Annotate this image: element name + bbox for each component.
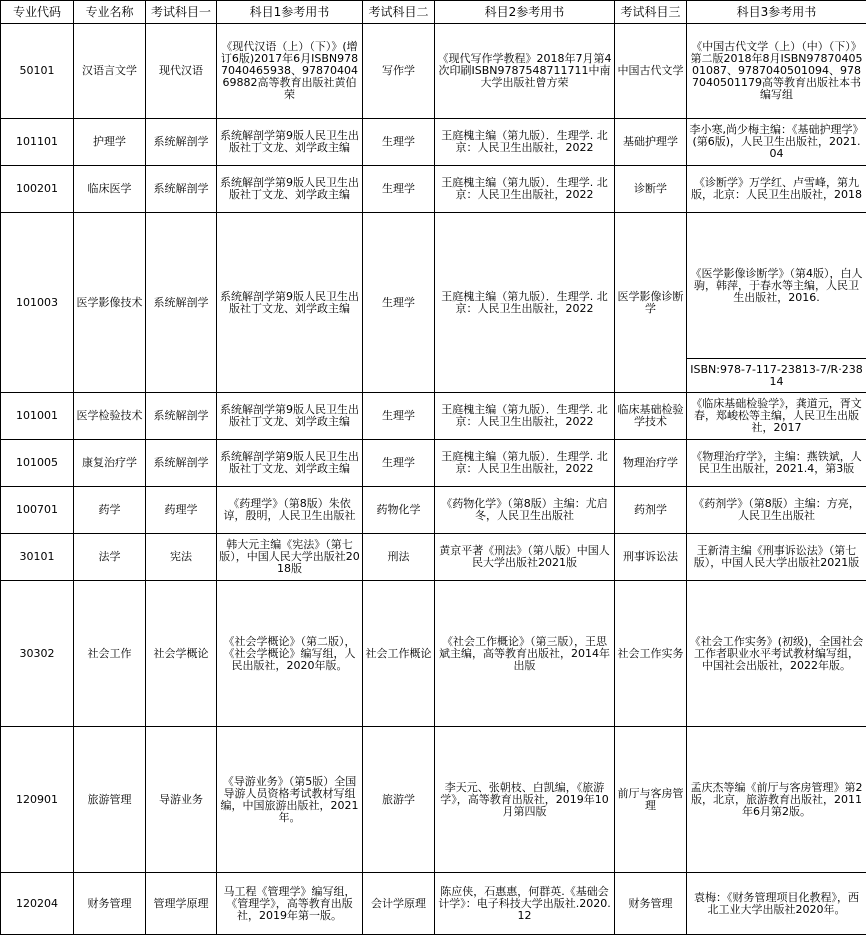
table-row	[1, 393, 866, 440]
cell-book1: 系统解剖学第9版人民卫生出版社丁文龙、刘学政主编	[217, 393, 363, 440]
cell-code: 100701	[1, 487, 74, 534]
header-subject1: 考试科目一	[146, 1, 217, 24]
cell-subject3: 药剂学	[615, 487, 687, 534]
cell-book3: ISBN:978-7-117-23813-7/R·23814	[687, 359, 866, 393]
cell-book2: 《社会工作概论》（第三版），王思斌主编，高等教育出版社，2014年出版	[435, 581, 615, 727]
cell-code: 101005	[1, 440, 74, 487]
cell-book1: 马工程《管理学》编写组，《管理学》，高等教育出版社，2019年第一版。	[217, 873, 363, 935]
cell-subject2: 生理学	[363, 213, 435, 393]
cell-book1: 《导游业务》（第5版）全国导游人员资格考试教材写组编，中国旅游出版社，2021年。	[217, 727, 363, 873]
cell-book3: 王新清主编《刑事诉讼法》（第七版），中国人民大学出版社2021版	[687, 534, 866, 581]
cell-subject1: 社会学概论	[146, 581, 217, 727]
cell-subject2: 药物化学	[363, 487, 435, 534]
cell-book3: 《临床基础检验学》，龚道元，胥文春，郑峻松等主编，人民卫生出版社，2017	[687, 393, 866, 440]
cell-major: 财务管理	[74, 873, 146, 935]
cell-major: 医学检验技术	[74, 393, 146, 440]
table-row	[1, 119, 866, 166]
cell-code: 100201	[1, 166, 74, 213]
cell-book1: 《现代汉语（上）（下）》(增订6版)2017年6月ISBN9787040465938、9787040469882高等教育出版社黄伯荣	[217, 24, 363, 119]
cell-subject1: 现代汉语	[146, 24, 217, 119]
cell-subject2: 生理学	[363, 393, 435, 440]
cell-book3: 《药剂学》（第8版）主编：方亮，人民卫生出版社	[687, 487, 866, 534]
cell-subject1: 系统解剖学	[146, 440, 217, 487]
table-row	[1, 166, 866, 213]
cell-book2: 王庭槐主编（第九版）．生理学. 北京：人民卫生出版社，2022	[435, 213, 615, 393]
cell-subject2: 写作学	[363, 24, 435, 119]
table-row	[1, 440, 866, 487]
cell-subject3: 财务管理	[615, 873, 687, 935]
table-row	[1, 24, 866, 119]
header-book2: 科目2参考用书	[435, 1, 615, 24]
cell-subject3: 刑事诉讼法	[615, 534, 687, 581]
cell-book2: 李天元、张朝枝、白凯编，《旅游学》，高等教育出版社，2019年10月第四版	[435, 727, 615, 873]
header-book1: 科目1参考用书	[217, 1, 363, 24]
cell-book1: 系统解剖学第9版人民卫生出版社丁文龙、刘学政主编	[217, 213, 363, 393]
cell-major: 汉语言文学	[74, 24, 146, 119]
table-row	[1, 873, 866, 935]
cell-code: 101001	[1, 393, 74, 440]
cell-subject2: 社会工作概论	[363, 581, 435, 727]
cell-subject1: 系统解剖学	[146, 166, 217, 213]
table-row	[1, 487, 866, 534]
cell-book2: 《现代写作学教程》2018年7月第4次印刷ISBN9787548711711中南大学出版社曾方荣	[435, 24, 615, 119]
cell-book1: 《社会学概论》（第二版），《社会学概论》编写组，人民出版社，2020年版。	[217, 581, 363, 727]
cell-book2: 王庭槐主编（第九版）．生理学. 北京：人民卫生出版社，2022	[435, 119, 615, 166]
cell-book1: 《药理学》（第8版）朱依谆，殷明，人民卫生出版社	[217, 487, 363, 534]
cell-major: 法学	[74, 534, 146, 581]
cell-subject3: 中国古代文学	[615, 24, 687, 119]
cell-book2: 陈应侠，石惠惠，何群英.《基础会计学》：电子科技大学出版社.2020.12	[435, 873, 615, 935]
header-subject2: 考试科目二	[363, 1, 435, 24]
header-book3: 科目3参考用书	[687, 1, 866, 24]
table-row	[1, 581, 866, 727]
cell-subject3: 医学影像诊断学	[615, 213, 687, 393]
cell-major: 药学	[74, 487, 146, 534]
cell-code: 50101	[1, 24, 74, 119]
cell-book3: 《诊断学》万学红、卢雪峰，第九版，北京：人民卫生出版社，2018	[687, 166, 866, 213]
cell-book3: 《社会工作实务》(初级)，全国社会工作者职业水平考试教材编写组，中国社会出版社，2022年版。	[687, 581, 866, 727]
header-row	[1, 1, 866, 24]
header-subject3: 考试科目三	[615, 1, 687, 24]
cell-book3: 孟庆杰等编《前厅与客房管理》第2版，北京，旅游教育出版社，2011年6月第2版。	[687, 727, 866, 873]
cell-subject1: 宪法	[146, 534, 217, 581]
cell-subject1: 系统解剖学	[146, 119, 217, 166]
cell-book3: 《医学影像诊断学》（第4版），白人驹，韩萍，于春水等主编，人民卫生出版社，2016.	[687, 213, 866, 359]
cell-subject1: 管理学原理	[146, 873, 217, 935]
cell-subject2: 生理学	[363, 166, 435, 213]
cell-subject1: 导游业务	[146, 727, 217, 873]
cell-subject3: 社会工作实务	[615, 581, 687, 727]
cell-subject2: 生理学	[363, 440, 435, 487]
table-row	[1, 727, 866, 873]
cell-subject2: 会计学原理	[363, 873, 435, 935]
cell-subject1: 系统解剖学	[146, 213, 217, 393]
cell-subject3: 前厅与客房管理	[615, 727, 687, 873]
cell-major: 旅游管理	[74, 727, 146, 873]
cell-book3: 李小寒,尚少梅主编：《基础护理学》(第6版)，人民卫生出版社，2021.04	[687, 119, 866, 166]
cell-subject3: 物理治疗学	[615, 440, 687, 487]
table-body	[1, 24, 866, 935]
cell-book3: 《中国古代文学（上）（中）（下）》第二版2018年8月ISBN9787040501087、9787040501094、9787040501179高等教育出版社本书编写组	[687, 24, 866, 119]
header-code: 专业代码	[1, 1, 74, 24]
cell-code: 120204	[1, 873, 74, 935]
cell-book2: 黄京平著《刑法》（第八版）中国人民大学出版社2021版	[435, 534, 615, 581]
cell-subject3: 临床基础检验学技术	[615, 393, 687, 440]
cell-code: 120901	[1, 727, 74, 873]
cell-subject1: 系统解剖学	[146, 393, 217, 440]
cell-book1: 系统解剖学第9版人民卫生出版社丁文龙、刘学政主编	[217, 119, 363, 166]
cell-code: 30302	[1, 581, 74, 727]
cell-major: 康复治疗学	[74, 440, 146, 487]
cell-book2: 王庭槐主编（第九版）．生理学. 北京：人民卫生出版社，2022	[435, 166, 615, 213]
cell-code: 30101	[1, 534, 74, 581]
cell-subject2: 生理学	[363, 119, 435, 166]
cell-major: 医学影像技术	[74, 213, 146, 393]
cell-book1: 韩大元主编《宪法》（第七版），中国人民大学出版社2018版	[217, 534, 363, 581]
cell-subject2: 旅游学	[363, 727, 435, 873]
cell-subject1: 药理学	[146, 487, 217, 534]
header-major: 专业名称	[74, 1, 146, 24]
cell-subject3: 基础护理学	[615, 119, 687, 166]
cell-major: 临床医学	[74, 166, 146, 213]
cell-subject2: 刑法	[363, 534, 435, 581]
cell-book2: 王庭槐主编（第九版）．生理学. 北京：人民卫生出版社，2022	[435, 393, 615, 440]
cell-book3: 袁梅：《财务管理项目化教程》，西北工业大学出版社2020年。	[687, 873, 866, 935]
cell-book2: 《药物化学》（第8版）主编：尤启冬，人民卫生出版社	[435, 487, 615, 534]
cell-book3: 《物理治疗学》，主编：燕铁斌，人民卫生出版社，2021.4，第3版	[687, 440, 866, 487]
cell-book1: 系统解剖学第9版人民卫生出版社丁文龙、刘学政主编	[217, 166, 363, 213]
cell-code: 101003	[1, 213, 74, 393]
table-row	[1, 534, 866, 581]
cell-major: 护理学	[74, 119, 146, 166]
cell-book1: 系统解剖学第9版人民卫生出版社丁文龙、刘学政主编	[217, 440, 363, 487]
cell-major: 社会工作	[74, 581, 146, 727]
cell-code: 101101	[1, 119, 74, 166]
cell-subject3: 诊断学	[615, 166, 687, 213]
table-row	[1, 213, 866, 359]
cell-book2: 王庭槐主编（第九版）．生理学. 北京：人民卫生出版社，2022	[435, 440, 615, 487]
